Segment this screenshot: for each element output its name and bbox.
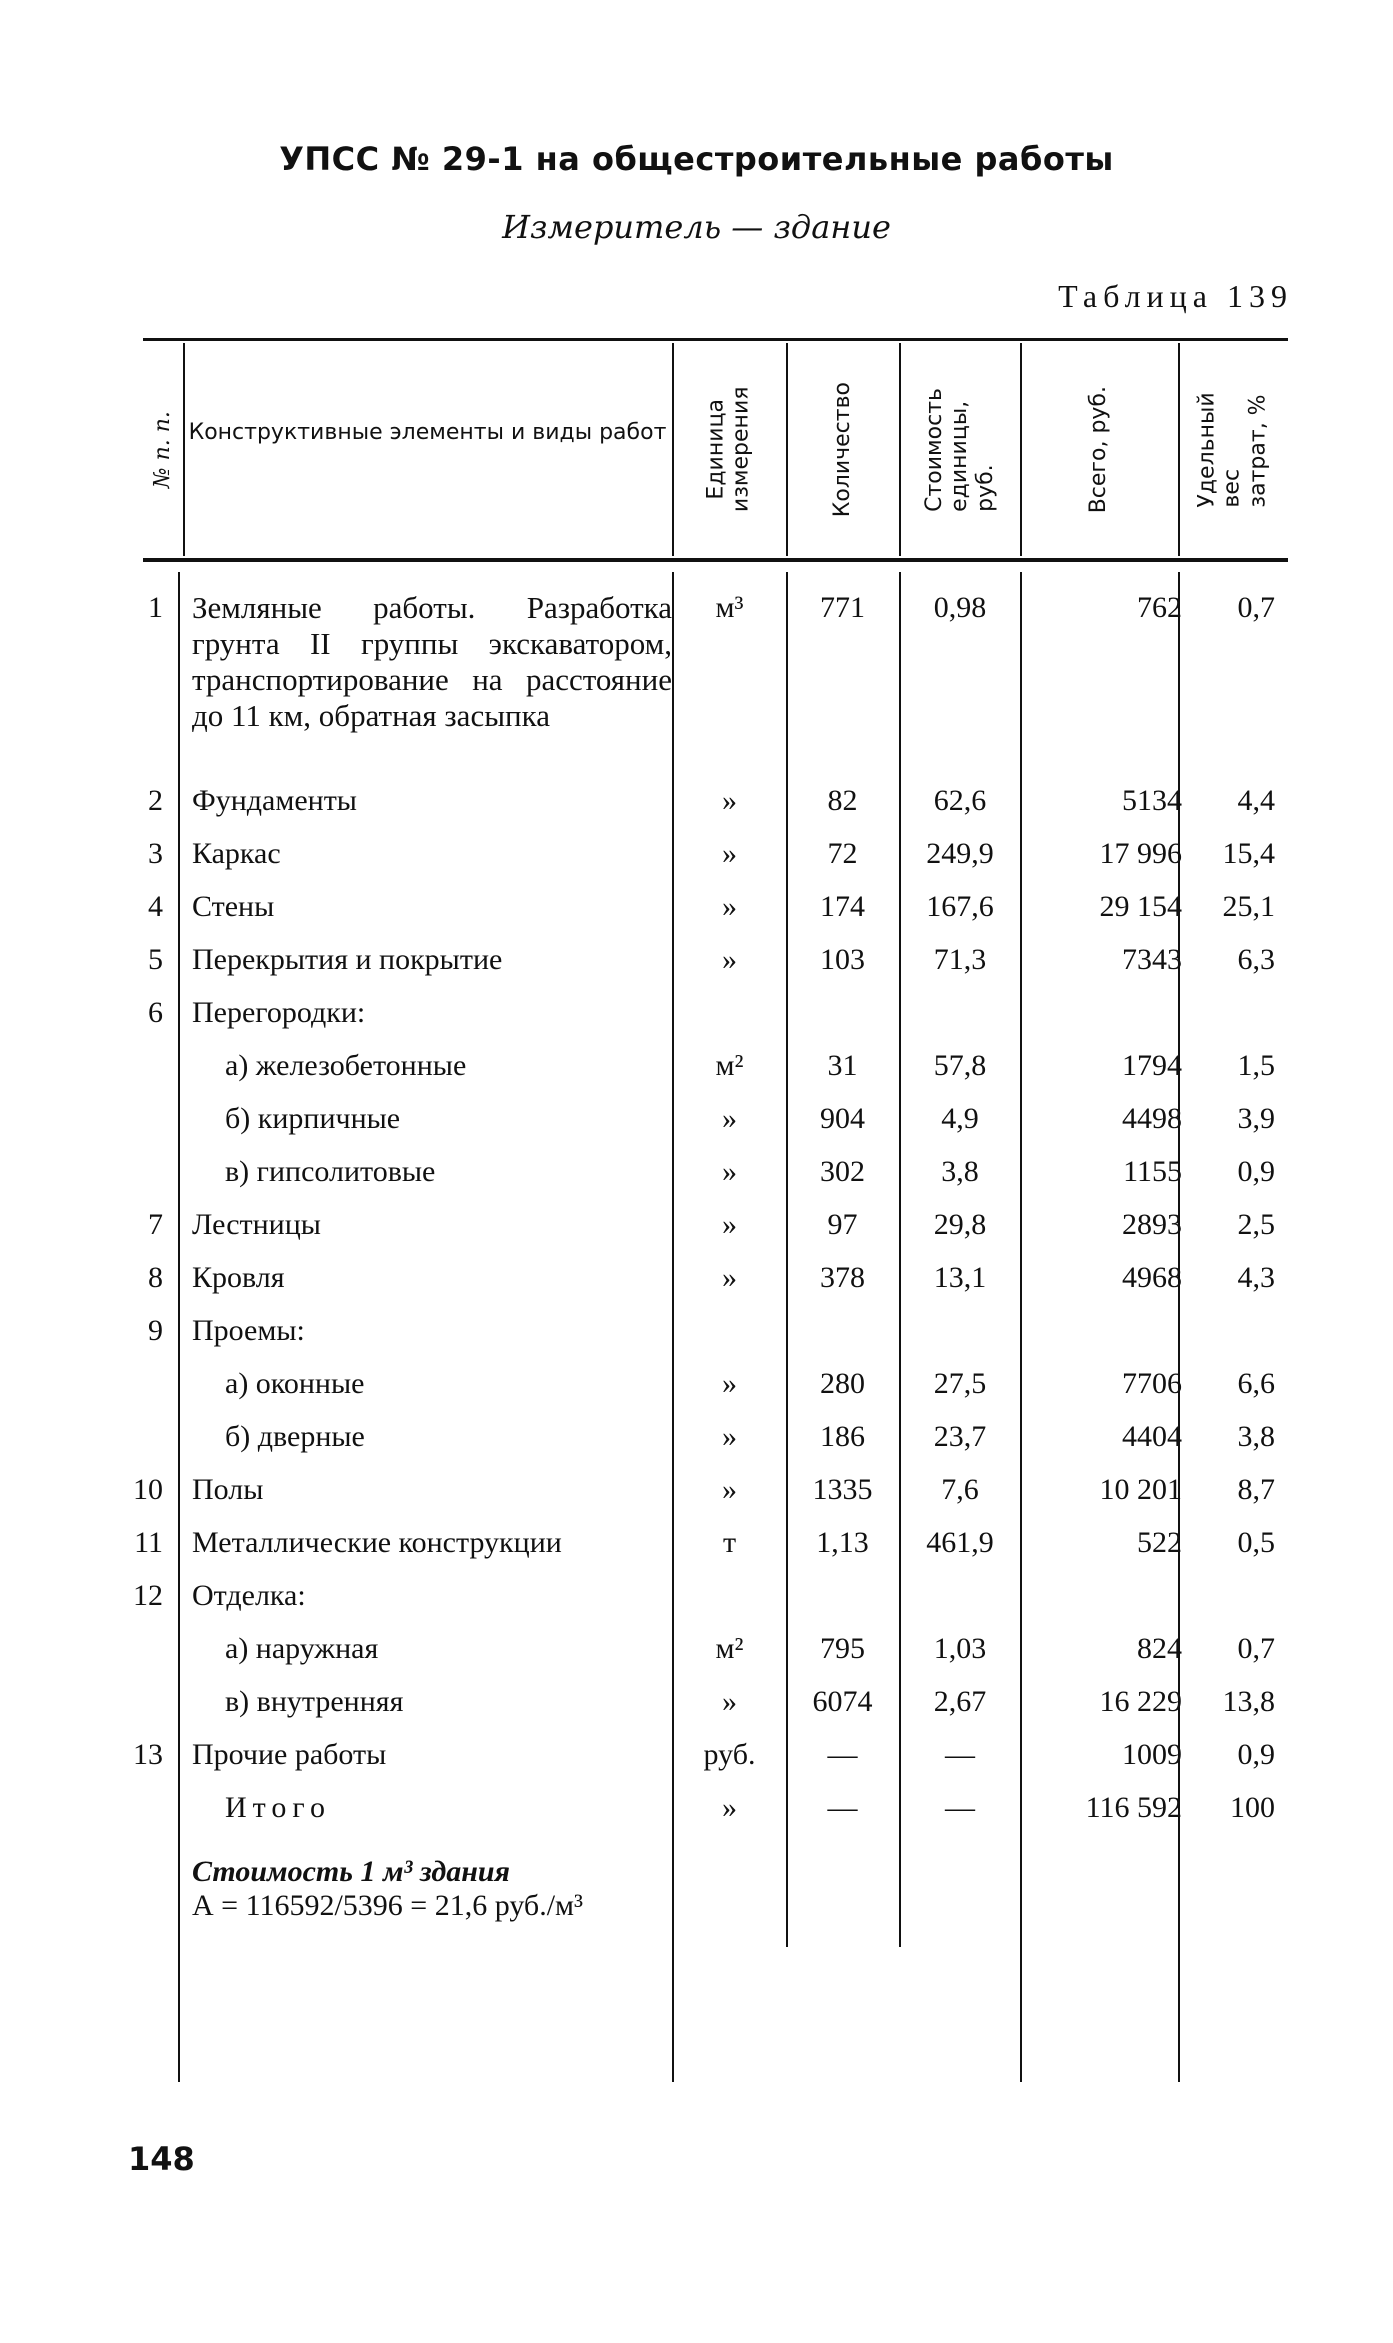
row-unit: м² [715,1049,744,1082]
header-qty-label: Количество [829,381,855,518]
row-cost: 71,3 [933,943,987,976]
header-cost-label: Стоимость единицы, руб. [921,387,998,512]
row-name: Стены [192,890,275,923]
table-row [0,1154,1393,1207]
row-share: 0,7 [1237,591,1275,624]
row-qty: 72 [827,837,858,870]
row-name: Кровля [192,1261,285,1294]
header-qty [786,343,899,556]
row-share: 25,1 [1222,890,1275,923]
row-share: 0,9 [1237,1738,1275,1771]
row-name: Полы [192,1473,264,1506]
row-name: а) наружная [225,1632,379,1665]
table-header-rule [143,558,1288,562]
row-name: Перегородки: [192,996,366,1029]
table-row [0,1525,1393,1578]
table-row [0,1366,1393,1419]
row-share: 2,5 [1237,1208,1275,1241]
header-cost [899,343,1020,556]
row-cost: — [945,1791,975,1824]
header-total-label: Всего, руб. [1086,385,1112,514]
row-cost: 27,5 [933,1367,987,1400]
row-unit: » [722,1261,737,1294]
row-qty: — [827,1791,858,1824]
row-name: Перекрытия и покрытие [192,943,503,976]
table-row [0,1101,1393,1154]
row-total: 4404 [1122,1420,1182,1453]
row-unit: м³ [715,591,744,624]
row-unit: » [722,1155,737,1188]
row-share: 0,9 [1237,1155,1275,1188]
table-row [0,1737,1393,1790]
row-unit: » [722,1367,737,1400]
row-name: Металлические конструкции [192,1526,562,1559]
row-total: 1794 [1122,1049,1182,1082]
row-qty: 82 [827,784,858,817]
row-cost: 3,8 [941,1155,979,1188]
row-num: 7 [148,1208,163,1241]
document-subtitle: Измеритель — здание [502,208,891,246]
row-cost: 167,6 [926,890,994,923]
row-qty: 280 [820,1367,865,1400]
table-row [0,590,1393,783]
row-num: 11 [134,1526,163,1559]
row-num: 2 [148,784,163,817]
row-total: 7343 [1122,943,1182,976]
row-share: 15,4 [1222,837,1275,870]
row-unit: » [722,943,737,976]
row-num: 4 [148,890,163,923]
row-name: в) гипсолитовые [225,1155,436,1188]
row-share: 8,7 [1237,1473,1275,1506]
row-unit: » [722,890,737,923]
row-qty: 302 [820,1155,865,1188]
row-unit: » [722,1473,737,1506]
row-cost: 57,8 [933,1049,987,1082]
row-name: Прочие работы [192,1738,387,1771]
table-row [0,1313,1393,1366]
row-num: 13 [133,1738,163,1771]
row-total: 4968 [1122,1261,1182,1294]
row-cost: — [945,1738,975,1771]
table-row [0,889,1393,942]
row-share: 0,5 [1237,1526,1275,1559]
row-name: Каркас [192,837,281,870]
row-name: б) дверные [225,1420,365,1453]
table-body [0,590,1393,1843]
table-row [0,1419,1393,1472]
table-row [0,1684,1393,1737]
row-cost: 29,8 [933,1208,987,1241]
header-unit-label: Единица измерения [703,386,755,513]
row-unit: » [722,1791,737,1824]
row-name: Фундаменты [192,784,357,817]
cost-note-line2: А = 116592/5396 = 21,6 руб./м³ [192,1889,584,1922]
row-total: 522 [1137,1526,1182,1559]
row-total: 10 201 [1099,1473,1182,1506]
row-share: 0,7 [1237,1632,1275,1665]
cost-note [192,1855,672,1923]
row-qty: — [827,1738,858,1771]
row-cost: 461,9 [926,1526,994,1559]
row-share: 6,3 [1237,943,1275,976]
row-qty: 378 [820,1261,865,1294]
row-total: 5134 [1122,784,1182,817]
row-cost: 249,9 [926,837,994,870]
row-num: 3 [148,837,163,870]
table-top-rule [143,338,1288,341]
row-unit: т [722,1526,737,1559]
row-name: Земляные работы. Разработка грунта II группы экскаватором, транспортирование на расстояние до 11 км, обратная засыпка [192,590,672,733]
row-num: 1 [148,591,163,624]
row-cost: 2,67 [933,1685,987,1718]
row-qty: 771 [820,591,865,624]
row-total: 1155 [1123,1155,1182,1188]
row-qty: 186 [820,1420,865,1453]
header-num [143,343,183,556]
row-total: 2893 [1122,1208,1182,1241]
row-share: 6,6 [1237,1367,1275,1400]
row-total: 4498 [1122,1102,1182,1135]
row-cost: 1,03 [933,1632,987,1665]
row-total: 1009 [1122,1738,1182,1771]
row-qty: 1335 [812,1473,873,1506]
document-title: УПСС № 29-1 на общестроительные работы [279,140,1114,178]
row-cost: 62,6 [933,784,987,817]
header-num-label: № п. п. [150,410,176,489]
header-total [1020,343,1178,556]
row-total: 17 996 [1099,837,1182,870]
row-cost: 4,9 [941,1102,979,1135]
row-share: 3,8 [1237,1420,1275,1453]
table-row-total [0,1790,1393,1843]
table-row [0,995,1393,1048]
row-qty: 6074 [812,1685,873,1718]
row-share: 4,4 [1237,784,1275,817]
row-qty: 795 [820,1632,865,1665]
table-caption: Таблица 139 [1058,278,1293,314]
row-share: 1,5 [1237,1049,1275,1082]
table-row [0,1260,1393,1313]
row-unit: » [722,837,737,870]
row-total: 16 229 [1099,1685,1182,1718]
header-name: Конструктивные элементы и виды работ [188,420,667,445]
row-cost: 13,1 [933,1261,987,1294]
header-share-label: Удельный вес затрат, % [1195,391,1271,508]
row-share: 13,8 [1222,1685,1275,1718]
row-num: 5 [148,943,163,976]
table-row [0,1048,1393,1101]
header-divider [183,343,185,556]
row-name: Отделка: [192,1579,306,1612]
table-row [0,1578,1393,1631]
row-name: б) кирпичные [225,1102,401,1135]
row-unit: » [722,1685,737,1718]
row-qty: 97 [827,1208,858,1241]
row-cost: 0,98 [933,591,987,624]
row-share: 4,3 [1237,1261,1275,1294]
row-name: в) внутренняя [225,1685,404,1718]
row-qty: 31 [827,1049,858,1082]
row-name: а) оконные [225,1367,365,1400]
row-total: 824 [1137,1632,1182,1665]
table-row [0,942,1393,995]
table-row [0,836,1393,889]
row-num: 8 [148,1261,163,1294]
row-qty: 904 [820,1102,865,1135]
row-total: 29 154 [1099,890,1182,923]
cost-note-line1: Стоимость 1 м³ здания [192,1855,511,1888]
row-total: 7706 [1122,1367,1182,1400]
header-share [1178,343,1288,556]
row-num: 12 [133,1579,163,1612]
row-cost: 7,6 [941,1473,979,1506]
row-unit: » [722,1102,737,1135]
page-number: 148 [128,2140,195,2178]
row-num: 9 [148,1314,163,1347]
row-share: 100 [1230,1791,1275,1824]
row-cost: 23,7 [933,1420,987,1453]
row-total: 762 [1137,591,1182,624]
row-unit: руб. [703,1738,756,1771]
row-unit: » [722,1208,737,1241]
row-name: а) железобетонные [225,1049,467,1082]
table-row [0,1207,1393,1260]
row-share: 3,9 [1237,1102,1275,1135]
table-row [0,783,1393,836]
row-name: Проемы: [192,1314,305,1347]
row-num: 6 [148,996,163,1029]
row-qty: 103 [820,943,865,976]
table-row [0,1631,1393,1684]
row-unit: » [722,1420,737,1453]
row-total: 116 592 [1085,1791,1182,1824]
row-qty: 1,13 [816,1526,869,1559]
row-num: 10 [133,1473,163,1506]
row-name: Итого [225,1791,331,1824]
table-row [0,1472,1393,1525]
row-unit: м² [715,1632,744,1665]
header-unit [672,343,786,556]
row-name: Лестницы [192,1208,321,1241]
row-qty: 174 [820,890,865,923]
row-unit: » [722,784,737,817]
